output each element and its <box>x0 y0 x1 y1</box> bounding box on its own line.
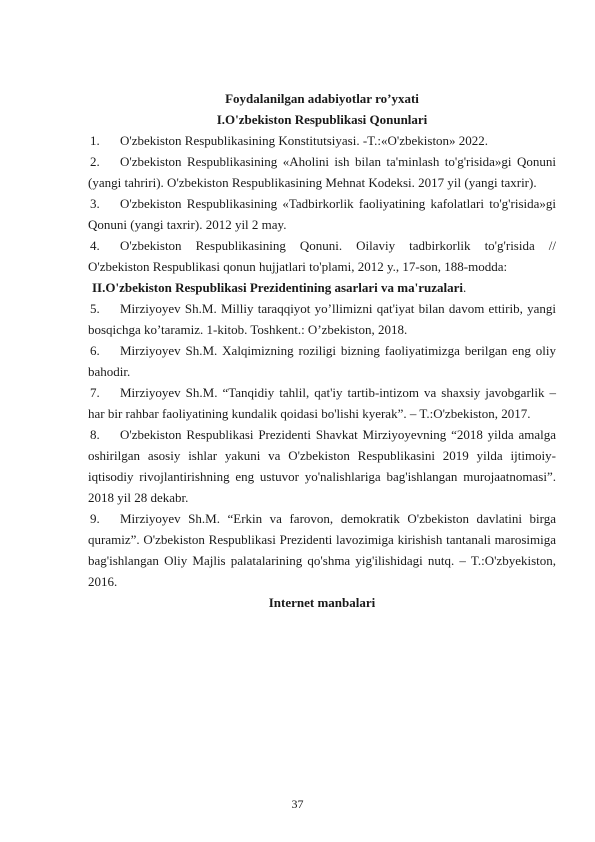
reference-item <box>88 508 556 592</box>
reference-text: O'zbekiston Respublikasining Konstitutsiyasi. -T.:«O'zbekiston» 2022. <box>120 133 489 148</box>
reference-text: O'zbekiston Respublikasining «Aholini ish bilan ta'minlash to'g'risida»gi Qonuni (yangi tahriri). O'zbekiston Respublikasining Mehnat Kodeksi. 2017 yil (yangi taxrir). <box>88 154 556 190</box>
section-president-works-heading <box>88 277 556 298</box>
reference-item <box>88 151 556 193</box>
document-page <box>88 88 556 613</box>
reference-item <box>88 298 556 340</box>
document-title: Foydalanilgan adabiyotlar ro’yxati <box>225 91 419 106</box>
section-president-works-heading-text: II.O'zbekiston Respublikasi Prezidentining asarlari va ma'ruzalari <box>92 280 464 295</box>
reference-item <box>88 235 556 277</box>
reference-item <box>88 382 556 424</box>
reference-text: Mirziyoyev Sh.M. “Erkin va farovon, demokratik O'zbekiston davlatini birga quramiz”. O'zbekiston Respublikasi Prezidenti lavozimiga kirishish tantanali marosimiga bag'ishlangan Oliy Majlis palatalarining qo'shma yig'ilishidagi nutq. – T.:O'zbyekiston, 2016. <box>88 511 556 589</box>
reference-text: Mirziyoyev Sh.M. “Tanqidiy tahlil, qat'iy tartib-intizom va shaxsiy javobgarlik – har bir rahbar faoliyatining kundalik qoidasi bo'lishi kyerak”. – T.:O'zbekiston, 2017. <box>88 385 556 421</box>
reference-number: 5. <box>90 301 100 316</box>
reference-text: O'zbekiston Respublikasining «Tadbirkorlik faoliyatining kafolatlari to'g'risida»gi Qonuni (yangi taxrir). 2012 yil 2 may. <box>88 196 556 232</box>
reference-text: Mirziyoyev Sh.M. Milliy taraqqiyot yo’llimizni qat'iyat bilan davom ettirib, yangi bosqichga ko’taramiz. 1-kitob. Toshkent.: O’zbekiston, 2018. <box>88 301 556 337</box>
reference-text: O'zbekiston Respublikasi Prezidenti Shavkat Mirziyoyevning “2018 yilda amalga oshirilgan asosiy ishlar yakuni va O'zbekiston Respublikasini 2019 yilda ijtimoiy-iqtisodiy rivojlantirishning eng ustuvor yo'nalishlariga bag'ishlangan murojaatnomasi”. 2018 yil 28 dekabr. <box>88 427 556 505</box>
reference-number: 1. <box>90 133 100 148</box>
reference-number: 2. <box>90 154 100 169</box>
reference-number: 6. <box>90 343 100 358</box>
section-heading-suffix: . <box>463 280 467 295</box>
reference-number: 3. <box>90 196 100 211</box>
reference-number: 7. <box>90 385 100 400</box>
reference-item <box>88 130 556 151</box>
reference-number: 8. <box>90 427 100 442</box>
reference-item <box>88 340 556 382</box>
section-laws-heading: I.O'zbekiston Respublikasi Qonunlari <box>216 112 428 127</box>
reference-text: O'zbekiston Respublikasining Qonuni. Oilaviy tadbirkorlik to'g'risida // O'zbekiston Respublikasi qonun hujjatlari to'plami, 2012 y., 17-son, 188-modda: <box>88 238 556 274</box>
reference-text: Mirziyoyev Sh.M. Xalqimizning roziligi bizning faoliyatimizga berilgan eng oliy bahodir. <box>88 343 556 379</box>
page-number: 37 <box>291 797 304 811</box>
reference-item <box>88 193 556 235</box>
reference-item <box>88 424 556 508</box>
section-internet-heading: Internet manbalari <box>268 595 376 610</box>
reference-number: 4. <box>90 238 100 253</box>
reference-number: 9. <box>90 511 100 526</box>
